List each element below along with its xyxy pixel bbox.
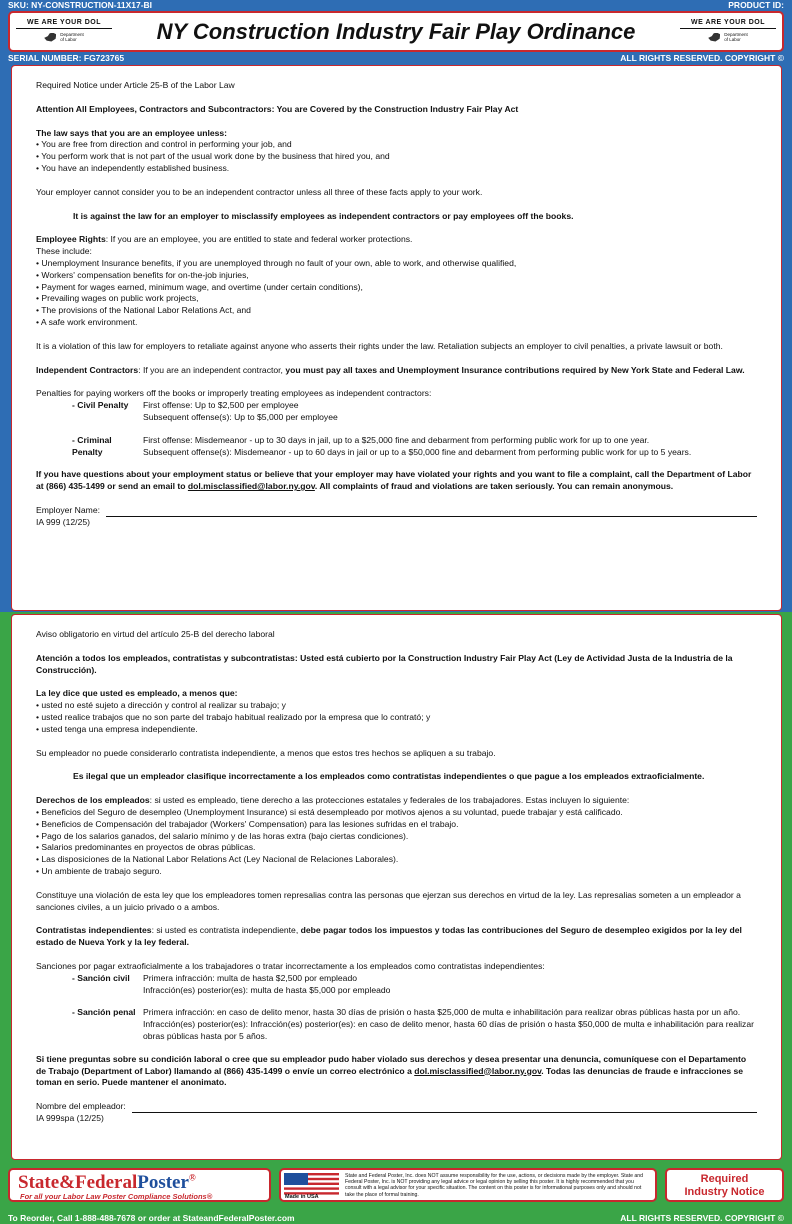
dol-logo-right: WE ARE YOUR DOL Department of Labor [680, 19, 776, 47]
civil-penalty: - Civil Penalty First offense: Up to $2,500 per employee Subsequent offense(s): Up to $5,000 per employee [72, 400, 338, 422]
disclaimer-box [279, 1168, 657, 1202]
poster-header [8, 11, 784, 52]
disclaimer-text: State and Federal Poster, Inc. does NOT assume responsibility for the use, actions, or decisions made by the employer. State and Federal Poster, Inc. is NOT providing any legal advice or legal opinion by selling this poster. It is highly recommended that you consult with a legal advisor for your specific situation. The content on this poster is for informational purposes only and should not take the place of formal training. [345, 1173, 644, 1198]
against-law-line: It is against the law for an employer to misclassify employees as independent contractors or pay employees off the books. [73, 210, 574, 221]
law-heading: The law says that you are an employee unless: [36, 127, 228, 138]
list-item: • A safe work environment. [36, 316, 138, 327]
form-id: IA 999 (12/25) [36, 516, 90, 527]
product-id-text: PRODUCT ID: [728, 0, 784, 10]
penalties-heading: Sanciones por pagar extraoficialmente a los trabajadores o tratar incorrectamente a los empleados como contratistas independientes: [36, 960, 545, 971]
list-item: • Workers' compensation benefits for on-the-job injuries, [36, 269, 249, 280]
sku-text: SKU: NY-CONSTRUCTION-11X17-BI [8, 0, 153, 10]
copyright-text-bottom: ALL RIGHTS RESERVED. COPYRIGHT © [620, 1213, 784, 1223]
dol-logo-left: WE ARE YOUR DOL Department of Labor [16, 19, 112, 47]
contractors-paragraph: Independent Contractors: If you are an independent contractor, you must pay all taxes and Unemployment Insurance contributions required by New York State and Federal Law. [36, 364, 745, 375]
rights-text: : If you are an employee, you are entitled to state and federal worker protections. [105, 234, 413, 245]
complaint-email-link[interactable]: dol.misclassified@labor.ny.gov [414, 1065, 542, 1076]
rights-label: Derechos de los empleados [36, 795, 150, 806]
list-item: • Beneficios del Seguro de desempleo (Unemployment Insurance) si está desempleado por motivos ajenos a su voluntad, puede trabajar y está calificado. [36, 806, 623, 817]
employer-name-field: Nombre del empleador: [36, 1101, 757, 1113]
contractors-paragraph: Contratistas independientes: si usted es contratista independiente, debe pagar todos los impuestos y todas las contribuciones del Seguro de desempleo exigidos por la ley del estado de Nueva York y la ley federal. [36, 925, 742, 948]
penalties-heading: Penalties for paying workers off the books or improperly treating employees as independent contractors: [36, 388, 432, 399]
rights-text: : si usted es empleado, tiene derecho a las protecciones estatales y federales de los trabajadores. Estas incluyen lo siguiente: [149, 795, 630, 806]
reorder-text[interactable]: To Reorder, Call 1-888-488-7678 or order at StateandFederalPoster.com [8, 1213, 295, 1223]
list-item: • usted tenga una empresa independiente. [36, 723, 198, 734]
rights-list [36, 258, 757, 329]
list-item: • Payment for wages earned, minimum wage, and overtime (under certain conditions), [36, 281, 363, 292]
copyright-text: ALL RIGHTS RESERVED. COPYRIGHT © [620, 53, 784, 63]
retaliation-line: It is a violation of this law for employers to retaliate against anyone who asserts their rights under the law. Retaliation subjects an employer to civil penalties, a private lawsuit or both. [36, 340, 723, 351]
spanish-notice-panel [11, 614, 782, 1160]
questions-paragraph: Si tiene preguntas sobre su condición laboral o cree que su empleador pudo haber violado sus derechos y desea presentar una denuncia, comuníquese con el Departamento de Trabajo (Department of Labor) llamando al (866) 435-1499 o envíe un correo electrónico a dol.misclassified@labor.ny.gov. Todas las denuncias de fraude e infracciones se toman en serio. Puede mantener el anonimato. [36, 1053, 747, 1088]
attention-line: Atención a todos los empleados, contratistas y subcontratistas: Usted está cubierto por la Construction Industry Fair Play Act (Ley de Actividad Justa de la Industria de la Construcción). [36, 652, 733, 675]
criminal-penalty: - Criminal Penalty First offense: Misdemeanor - up to 30 days in jail, up to a $25,000 fine and debarment from performing public work for up to one year. Subsequent offense(s): Misdemeanor - up to 60 days in jail or up to a $50,000 fine and debarment from performing public work for up to 5 years. [72, 434, 692, 457]
poster-title: NY Construction Industry Fair Play Ordinance [156, 19, 636, 44]
list-item: • Pago de los salarios ganados, del salario mínimo y de las horas extra (bajo ciertas condiciones). [36, 830, 409, 841]
cannot-consider-line: Your employer cannot consider you to be an independent contractor unless all three of these facts apply to your work. [36, 186, 483, 197]
serial-number: SERIAL NUMBER: FG723765 [8, 53, 125, 63]
questions-paragraph: If you have questions about your employment status or believe that your employer may have violated your rights and you want to file a complaint, call the Department of Labor at (866) 435-1499 or send an email to dol.misclassified@labor.ny.gov. All complaints of fraud and violations are taken seriously. You can remain anonymous. [36, 469, 752, 492]
brand-logo-box [8, 1168, 271, 1202]
list-item: • Un ambiente de trabajo seguro. [36, 865, 162, 876]
cannot-consider-line: Su empleador no puede considerarlo contratista independiente, a menos que estos tres hechos se apliquen a su trabajo. [36, 747, 496, 758]
required-notice-badge: Required Industry Notice [665, 1168, 784, 1202]
complaint-email-link[interactable]: dol.misclassified@labor.ny.gov [187, 481, 315, 492]
law-list [36, 700, 757, 735]
rights-label: Employee Rights [36, 234, 106, 245]
list-item: • You have an independently established business. [36, 162, 230, 173]
attention-line: Attention All Employees, Contractors and Subcontractors: You are Covered by the Construction Industry Fair Play Act [36, 103, 519, 114]
brand-tagline: For all your Labor Law Poster Compliance Solutions® [20, 1192, 213, 1201]
list-item: • The provisions of the National Labor Relations Act, and [36, 305, 251, 316]
list-item: • Las disposiciones de la National Labor Relations Act (Ley Nacional de Relaciones Laborales). [36, 854, 399, 865]
law-list [36, 139, 757, 174]
list-item: • usted no esté sujeto a dirección y control al realizar su trabajo; y [36, 700, 286, 711]
made-in-usa: Made in USA [285, 1194, 319, 1200]
employer-name-line[interactable] [132, 1102, 757, 1113]
civil-penalty: - Sanción civil Primera infracción: multa de hasta $2,500 por empleado Infracción(es) posterior(es): multa de hasta $5,000 por empleado [72, 972, 391, 995]
list-item: • Salarios predominantes en proyectos de obras públicas. [36, 842, 256, 853]
ny-state-icon [708, 33, 720, 42]
form-id: IA 999spa (12/25) [36, 1112, 104, 1123]
brand-logo: State&FederalPoster® [18, 1172, 196, 1193]
list-item: • Unemployment Insurance benefits, if you are unemployed through no fault of your own, able to work, and otherwise qualified, [36, 257, 517, 268]
reorder-strip [0, 1213, 792, 1224]
list-item: • usted realice trabajos que no son parte del trabajo habitual realizado por la empresa que lo contrató; y [36, 711, 431, 722]
english-notice-panel [11, 65, 782, 611]
criminal-penalty: - Sanción penal Primera infracción: en caso de delito menor, hasta 30 días de prisión o hasta $25,000 de multa e inhabilitación para realizar obras públicas hasta por un año. Infracción(es) posterior(es): Infracción(es) posterior(es): en caso de delito menor, hasta 60 días de prisión o hasta $50,000 de multa e inhabilitación para realizar obras públicas hasta por 5 años. [72, 1007, 754, 1041]
notice-line: Required Notice under Article 25-B of the Labor Law [36, 80, 235, 90]
sku-strip [0, 0, 792, 11]
list-item: • You perform work that is not part of the usual work done by the business that hired you, and [36, 151, 390, 162]
rights-list [36, 807, 757, 878]
retaliation-line: Constituye una violación de esta ley que los empleadores tomen represalias contra las personas que ejerzan sus derechos en virtud de la ley. Las represalias someten a un empleador a sanciones civiles, a un juicio privado o a ambos. [36, 889, 741, 912]
rights-include: These include: [36, 246, 92, 257]
law-heading: La ley dice que usted es empleado, a menos que: [36, 688, 238, 699]
notice-line: Aviso obligatorio en virtud del artículo 25-B del derecho laboral [36, 629, 275, 639]
against-law-line: Es ilegal que un empleador clasifique incorrectamente a los empleados como contratistas independientes o que pague a los empleados extraoficialmente. [73, 771, 705, 782]
list-item: • Prevailing wages on public work projects, [36, 293, 199, 304]
employer-name-line[interactable] [106, 506, 757, 517]
list-item: • Beneficios de Compensación del trabajador (Workers' Compensation) para las lesiones sufridas en el trabajo. [36, 818, 459, 829]
serial-strip [0, 53, 792, 64]
employer-name-field: Employer Name: [36, 505, 757, 517]
list-item: • You are free from direction and control in performing your job, and [36, 139, 292, 150]
poster-footer [8, 1168, 784, 1202]
